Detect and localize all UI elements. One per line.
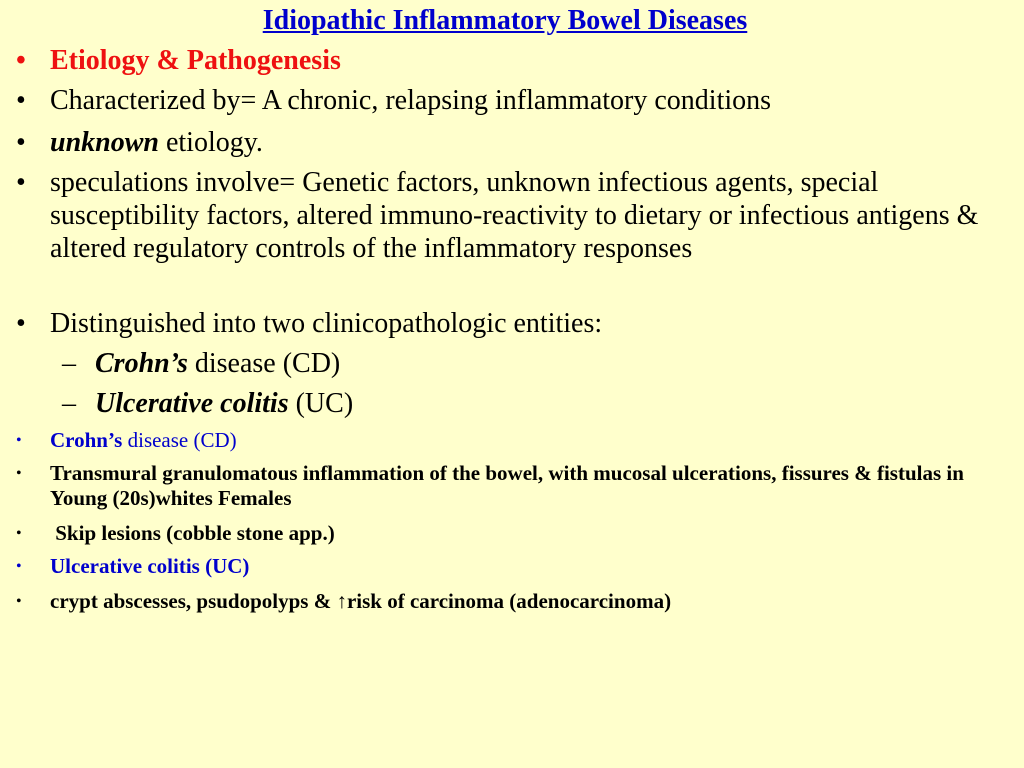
bullet-characterized <box>0 84 1000 126</box>
bullet-icon: • <box>16 127 26 158</box>
bullet-icon: • <box>16 465 22 482</box>
bullet-unknown <box>0 126 1000 166</box>
speculations-text: speculations involve= Genetic factors, unknown infectious agents, special susceptibility factors, altered immuno-reactivity to dietary or infectious antigens & altered regulatory controls of the inflammatory responses <box>50 167 979 264</box>
characterized-text: Characterized by= A chronic, relapsing inflammatory conditions <box>50 85 772 116</box>
dash-icon: – <box>62 348 76 379</box>
bullet-icon: • <box>16 45 26 76</box>
distinguished-text: Distinguished into two clinicopathologic entities: <box>50 308 603 339</box>
detail-skip <box>0 521 1000 554</box>
unknown-rest: etiology. <box>158 127 263 158</box>
bullet-distinguished <box>0 307 1000 347</box>
uc-emphasis: Ulcerative colitis <box>95 388 289 419</box>
unknown-emphasis: unknown <box>50 127 159 158</box>
bullet-icon: • <box>16 432 22 449</box>
bullet-icon: • <box>16 167 26 198</box>
crypt-text: crypt abscesses, psudopolyps & ↑risk of carcinoma (adenocarcinoma) <box>50 589 672 613</box>
crohns-rest: disease (CD) <box>187 348 341 379</box>
sub-bullet-uc <box>0 387 1000 427</box>
detail-crohns-rest: disease (CD) <box>122 428 237 452</box>
crohns-emphasis: Crohn’s <box>95 348 188 379</box>
bullet-icon: • <box>16 593 22 610</box>
bullet-etiology <box>0 44 1000 84</box>
bullet-icon: • <box>16 85 26 116</box>
skip-text: Skip lesions (cobble stone app.) <box>50 521 335 545</box>
detail-crohns-emphasis: Crohn’s <box>50 428 123 452</box>
dash-icon: – <box>62 388 76 419</box>
detail-bullet-list <box>0 428 1000 619</box>
transmural-text: Transmural granulomatous inflammation of the bowel, with mucosal ulcerations, fissures & fistulas in Young (20s)whites Females <box>50 461 964 510</box>
bullet-icon: • <box>16 308 26 339</box>
bullet-icon: • <box>16 558 22 575</box>
bullet-icon: • <box>16 525 22 542</box>
etiology-heading: Etiology & Pathogenesis <box>50 45 341 76</box>
detail-crohns <box>0 428 1000 461</box>
detail-transmural <box>0 461 1000 521</box>
uc-rest: (UC) <box>288 388 354 419</box>
sub-bullet-crohns <box>0 347 1000 387</box>
detail-crypt <box>0 589 1000 619</box>
slide-title: Idiopathic Inflammatory Bowel Diseases <box>262 5 748 36</box>
bullet-speculations <box>0 166 1000 307</box>
main-bullet-list <box>0 44 1000 427</box>
detail-uc <box>0 554 1000 589</box>
uc-heading: Ulcerative colitis (UC) <box>50 554 250 578</box>
